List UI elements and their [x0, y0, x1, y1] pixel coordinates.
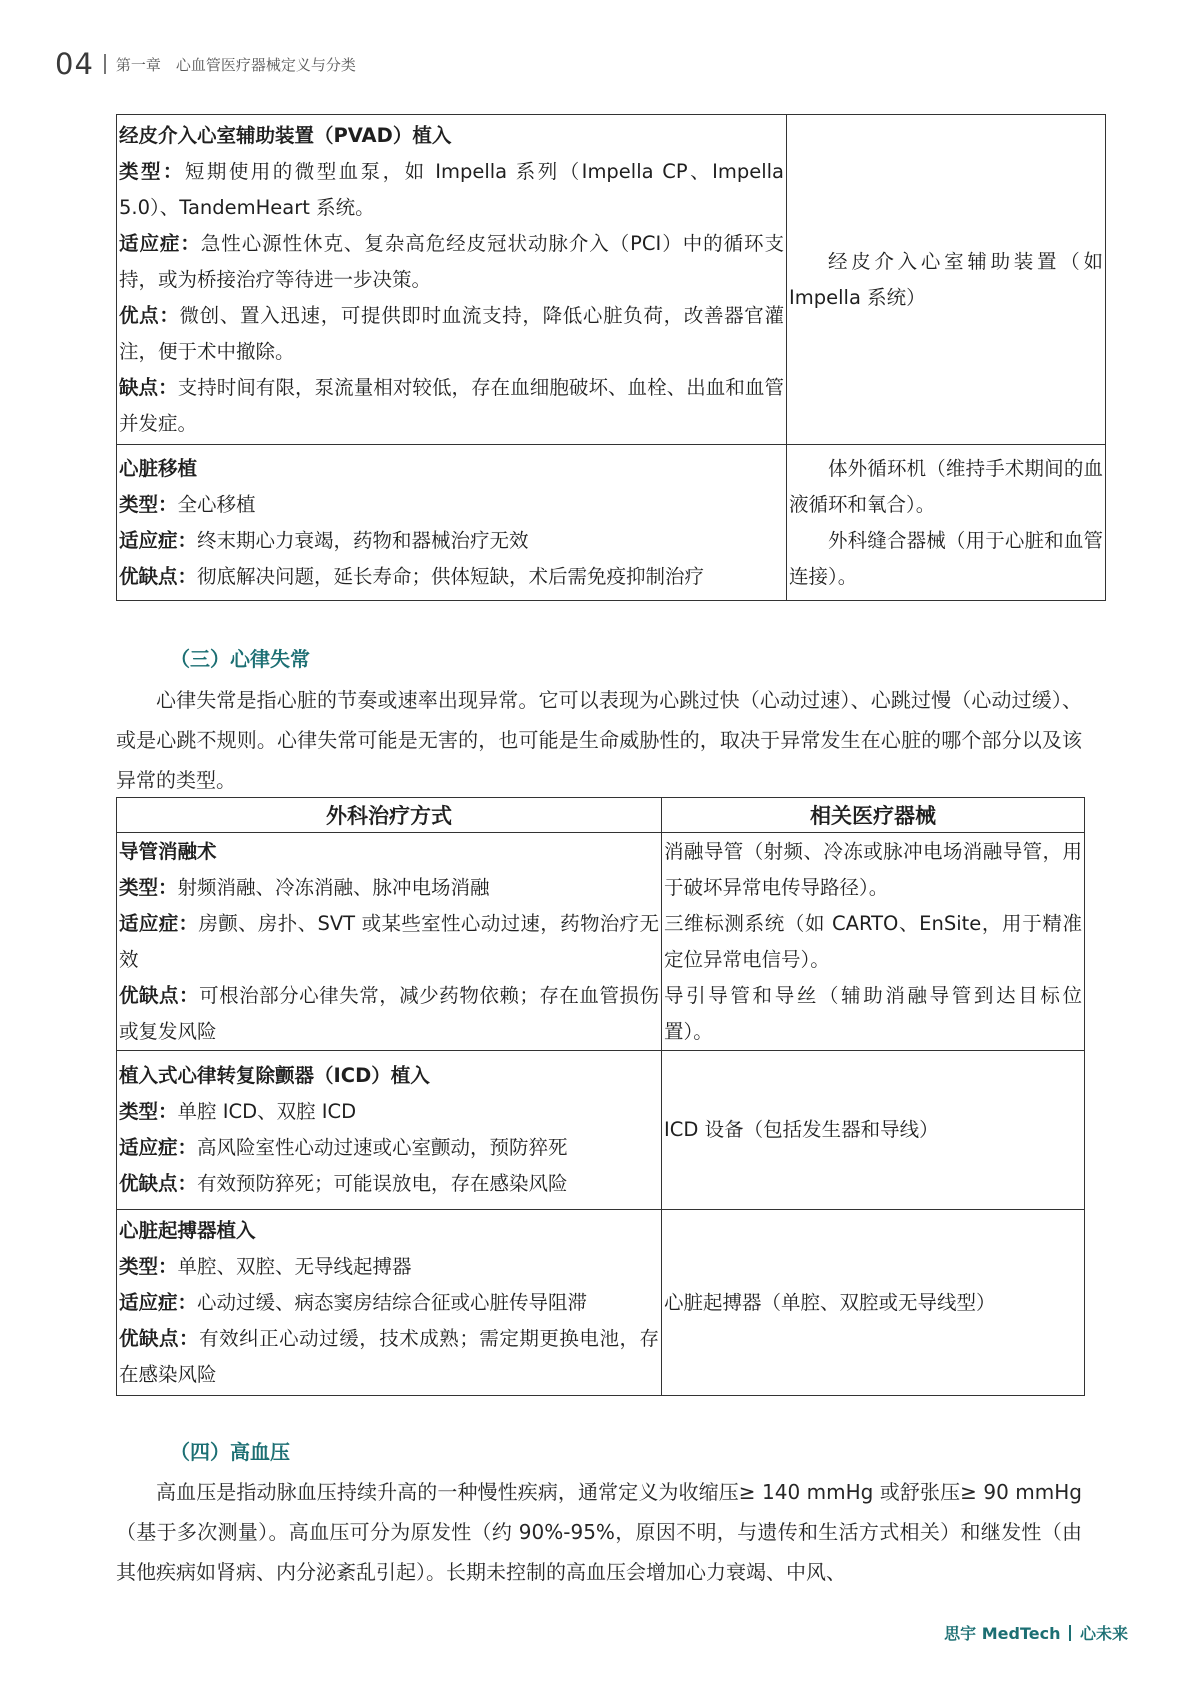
device-line: 导引导管和导丝（辅助消融导管到达目标位置）。	[664, 983, 1082, 1043]
header-divider	[104, 54, 106, 74]
table-arrhythmia	[116, 797, 1085, 1396]
treatment-line: 适应症：房颤、房扑、SVT 或某些室性心动过速，药物治疗无效	[119, 911, 659, 971]
device-cell	[787, 115, 1106, 445]
table-row	[117, 445, 1106, 601]
footer-slogan: 心未来	[1079, 1624, 1128, 1643]
device-line: ICD 设备（包括发生器和导线）	[664, 1118, 939, 1141]
treatment-line: 优缺点：有效预防猝死；可能误放电，存在感染风险	[119, 1172, 568, 1195]
device-cell	[662, 1051, 1085, 1210]
section-paragraph-hypertension: 高血压是指动脉血压持续升高的一种慢性疾病，通常定义为收缩压≥ 140 mmHg 或舒张压≥ 90 mmHg（基于多次测量）。高血压可分为原发性（约 90%-95%，原因不明，与遗传和生活方式相关）和继发性（由其他疾病如肾病、内分泌紊乱引起）。长期未控制的高血压会增加心力衰竭、中风、	[116, 1480, 1082, 1584]
treatment-line: 类型：单腔 ICD、双腔 ICD	[119, 1100, 357, 1123]
treatment-line: 类型：射频消融、冷冻消融、脉冲电场消融	[119, 875, 490, 899]
table-row	[117, 833, 1085, 1051]
column-header: 相关医疗器械	[662, 798, 1085, 833]
treatment-line: 适应症：心动过缓、病态窦房结综合征或心脏传导阻滞	[119, 1290, 588, 1314]
device-line: 经皮介入心室辅助装置（如 Impella 系统）	[789, 249, 1103, 309]
treatment-line: 类型：全心移植	[119, 492, 256, 516]
device-cell	[787, 445, 1106, 601]
treatment-cell	[117, 445, 787, 601]
device-cell	[662, 833, 1085, 1051]
treatment-line: 优点：微创、置入迅速，可提供即时血流支持，降低心脏负荷，改善器官灌注，便于术中撤除。	[119, 303, 784, 363]
chapter-title: 第一章 心血管医疗器械定义与分类	[115, 55, 356, 74]
treatment-cell	[117, 833, 662, 1051]
treatment-title: 导管消融术	[119, 839, 217, 863]
device-line: 心脏起搏器（单腔、双腔或无导线型）	[664, 1290, 996, 1314]
treatment-cell	[117, 115, 787, 445]
page-header	[55, 44, 356, 84]
table-heart-failure-continued	[116, 114, 1106, 601]
footer-brand: 思宇 MedTech	[944, 1624, 1061, 1643]
page-number: 04	[55, 47, 94, 81]
treatment-line: 类型：短期使用的微型血泵，如 Impella 系列（Impella CP、Impella 5.0）、TandemHeart 系统。	[119, 159, 784, 219]
treatment-line: 类型：单腔、双腔、无导线起搏器	[119, 1254, 412, 1278]
device-line: 体外循环机（维持手术期间的血液循环和氧合）。	[789, 456, 1103, 516]
table-row	[117, 115, 1106, 445]
treatment-line: 缺点：支持时间有限，泵流量相对较低，存在血细胞破坏、血栓、出血和血管并发症。	[119, 375, 784, 435]
treatment-line: 优缺点：可根治部分心律失常，减少药物依赖；存在血管损伤或复发风险	[119, 983, 659, 1043]
treatment-title: 经皮介入心室辅助装置（PVAD）植入	[119, 123, 452, 147]
table-header-row	[117, 798, 1085, 833]
section-heading-arrhythmia: （三）心律失常	[170, 647, 310, 671]
page-footer	[944, 1621, 1128, 1644]
section-heading-hypertension: （四）高血压	[170, 1440, 290, 1464]
treatment-line: 适应症：高风险室性心动过速或心室颤动，预防猝死	[119, 1136, 568, 1159]
device-line: 三维标测系统（如 CARTO、EnSite，用于精准定位异常电信号）。	[664, 911, 1082, 971]
section-paragraph-arrhythmia: 心律失常是指心脏的节奏或速率出现异常。它可以表现为心跳过快（心动过速）、心跳过慢（心动过缓）、或是心跳不规则。心律失常可能是无害的，也可能是生命威胁性的，取决于异常发生在心脏的哪个部分以及该异常的类型。	[116, 688, 1082, 792]
treatment-line: 适应症：终末期心力衰竭，药物和器械治疗无效	[119, 528, 529, 552]
treatment-line: 适应症：急性心源性休克、复杂高危经皮冠状动脉介入（PCI）中的循环支持，或为桥接治疗等待进一步决策。	[119, 231, 784, 291]
treatment-line: 优缺点：有效纠正心动过缓，技术成熟；需定期更换电池，存在感染风险	[119, 1326, 659, 1386]
treatment-cell	[117, 1051, 662, 1210]
treatment-title: 心脏起搏器植入	[119, 1218, 256, 1242]
treatment-title: 植入式心律转复除颤器（ICD）植入	[119, 1064, 430, 1087]
table-row	[117, 1051, 1085, 1210]
treatment-line: 优缺点：彻底解决问题，延长寿命；供体短缺，术后需免疫抑制治疗	[119, 564, 705, 588]
device-cell	[662, 1210, 1085, 1396]
device-line: 消融导管（射频、冷冻或脉冲电场消融导管，用于破坏异常电传导路径）。	[664, 839, 1082, 899]
column-header: 外科治疗方式	[117, 798, 662, 833]
treatment-title: 心脏移植	[119, 456, 198, 480]
footer-divider	[1069, 1625, 1071, 1641]
device-line: 外科缝合器械（用于心脏和血管连接）。	[789, 528, 1103, 588]
table-row	[117, 1210, 1085, 1396]
treatment-cell	[117, 1210, 662, 1396]
